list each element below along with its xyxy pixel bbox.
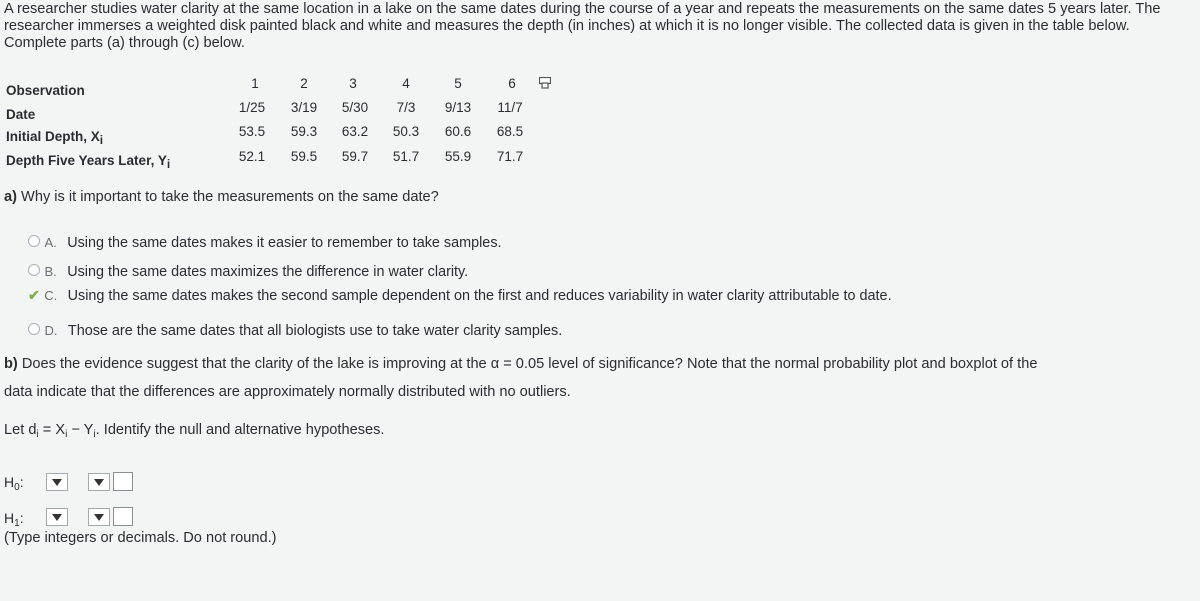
table-cell-later-depth: 55.9 [444,149,472,164]
h0-operator-dropdown[interactable] [88,473,110,491]
part-b-line1-text: Does the evidence suggest that the clarity of the lake is improving at the α = 0.05 level of significance? Note that the normal probability plot and boxplot of the [21,356,1038,372]
let-sub1: i [36,429,39,440]
option-d-letter: D. [44,323,58,338]
part-b-letter: b) [4,356,18,372]
let-prefix: Let d [4,422,37,438]
option-d[interactable] [28,322,562,340]
table-cell-observation: 6 [508,76,516,91]
h0-colon: : [19,474,24,490]
let-suffix: . Identify the null and alternative hypotheses. [95,422,385,438]
h0-subscript: 0 [14,482,20,493]
table-cell-observation: 5 [454,76,462,91]
h1-subscript: 1 [14,518,20,529]
h1-value-input[interactable] [113,507,133,526]
option-b-letter: B. [44,264,57,279]
table-cell-date: 1/25 [238,100,266,115]
option-a-letter: A. [44,235,57,250]
table-cell-initial-depth: 60.6 [444,124,472,139]
h0-value-input[interactable] [113,472,133,491]
option-b-radio[interactable] [28,264,40,276]
h1-colon: : [19,510,24,526]
initial-depth-row-label [6,129,104,147]
initial-depth-label-text: Initial Depth, X [6,129,100,144]
later-depth-row-label [6,153,171,171]
checkmark-icon: ✔ [28,287,40,303]
let-definition [4,422,384,438]
h1-label [4,510,24,529]
table-cell-later-depth: 51.7 [392,149,420,164]
table-cell-observation: 3 [349,76,357,91]
table-cell-date: 7/3 [396,100,416,115]
option-a-text: Using the same dates makes it easier to remember to take samples. [67,235,502,251]
option-b-text: Using the same dates maximizes the difference in water clarity. [67,264,469,280]
let-sub3: i [93,429,96,440]
h0-label [4,474,24,493]
table-cell-initial-depth: 68.5 [496,124,524,139]
h1-parameter-dropdown[interactable] [46,508,68,526]
part-a-question-text: Why is it important to take the measurements on the same date? [21,189,439,205]
table-cell-observation: 1 [251,76,259,91]
let-eq: = X [38,422,66,438]
table-cell-date: 9/13 [444,100,472,115]
option-b[interactable] [28,263,468,281]
table-cell-date: 5/30 [341,100,369,115]
h1-letter: H [4,510,15,526]
table-cell-date: 11/7 [497,100,523,115]
table-cell-initial-depth: 59.3 [290,124,318,139]
input-instruction: (Type integers or decimals. Do not round.) [4,530,277,546]
observation-row-label: Observation [6,83,85,98]
table-cell-observation: 2 [300,76,308,91]
table-cell-later-depth: 52.1 [238,149,266,164]
part-a-question [4,189,439,205]
h0-parameter-dropdown[interactable] [46,473,68,491]
option-c-letter: C. [44,288,58,303]
option-d-text: Those are the same dates that all biologists use to take water clarity samples. [67,323,563,339]
table-cell-later-depth: 71.7 [496,149,524,164]
date-row-label: Date [6,107,36,122]
table-cell-later-depth: 59.7 [341,149,369,164]
later-depth-label-subscript: i [166,157,171,171]
table-cell-observation: 4 [402,76,410,91]
h1-operator-dropdown[interactable] [88,508,110,526]
table-cell-initial-depth: 63.2 [341,124,369,139]
option-d-radio[interactable] [28,323,40,335]
table-cell-date: 3/19 [290,100,318,115]
part-b-question-line2: data indicate that the differences are approximately normally distributed with no outliers. [4,384,571,400]
later-depth-label-text: Depth Five Years Later, Y [6,153,167,168]
h0-letter: H [4,474,15,490]
problem-intro: A researcher studies water clarity at the same location in a lake on the same dates during the course of a year and repeats the measurements on the same dates 5 years later. The researcher immerses a weighted disk painted black and white and measures the depth (in inches) at which it is no longer visible. The collected data is given in the table below. Complete parts (a) through (c) below. [4,1,1161,51]
table-cell-initial-depth: 53.5 [238,124,266,139]
option-a[interactable] [28,234,502,252]
option-c-text: Using the same dates makes the second sample dependent on the first and reduces variability in water clarity attributable to date. [67,288,892,304]
let-minus: − Y [67,422,94,438]
part-a-letter: a) [4,189,17,205]
table-cell-initial-depth: 50.3 [392,124,420,139]
copy-icon[interactable] [539,77,551,89]
let-sub2: i [65,429,68,440]
option-a-radio[interactable] [28,235,40,247]
part-b-question-line1 [4,356,1037,372]
initial-depth-label-subscript: i [99,133,104,147]
table-cell-later-depth: 59.5 [290,149,318,164]
option-c[interactable] [28,287,892,305]
